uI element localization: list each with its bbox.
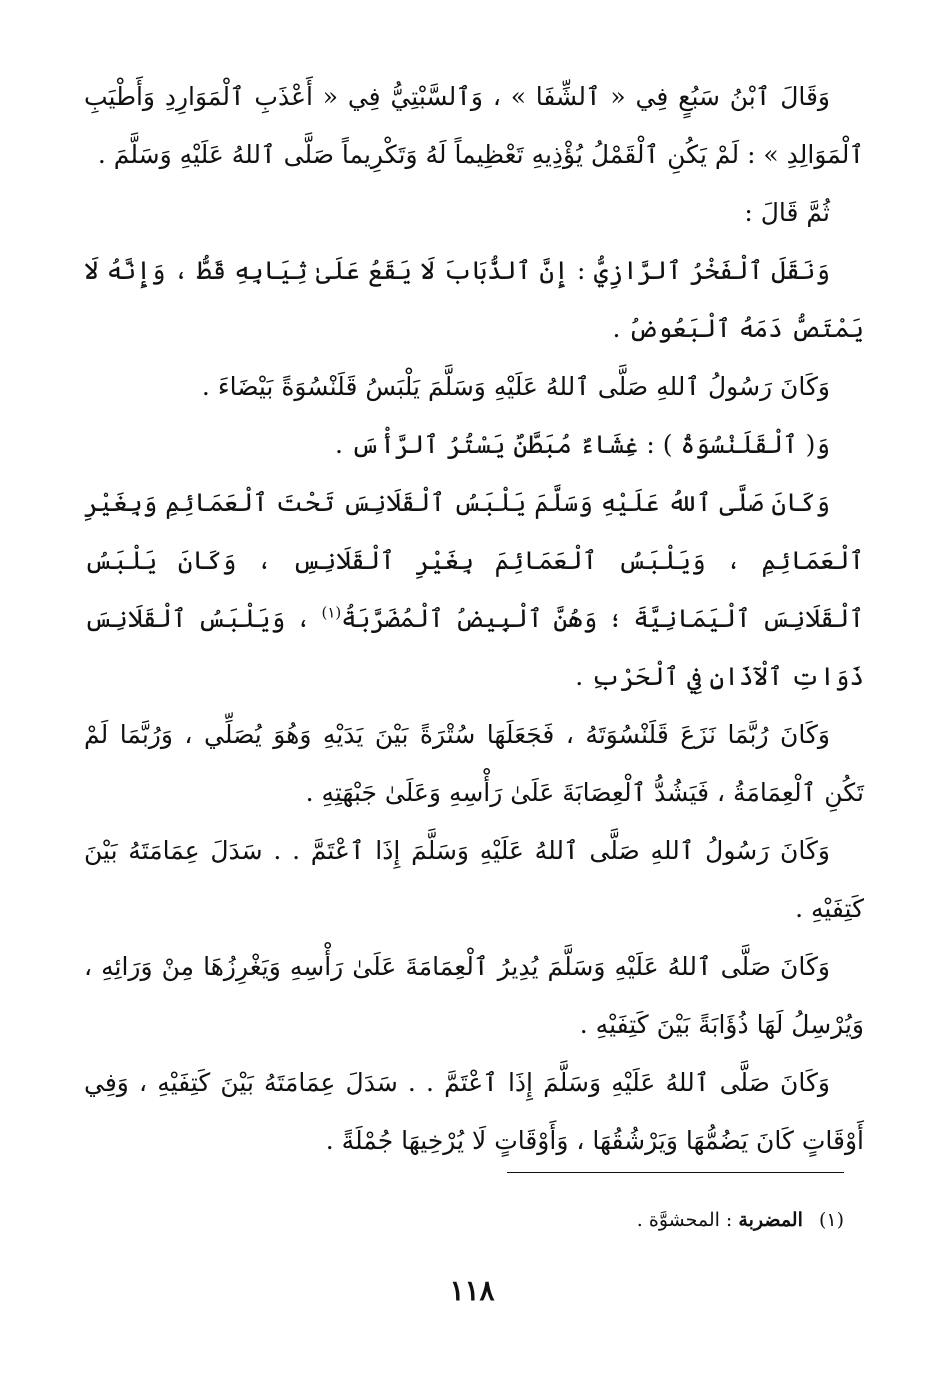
paragraph-qalanis-and-turbans bbox=[84, 474, 864, 706]
paragraph-yudir-imama: وَكَانَ صَلَّى ٱللهُ عَلَيْهِ وَسَلَّمَ يُدِيرُ ٱلْعِمَامَةَ عَلَىٰ رَأْسِهِ وَيَغْرِزُهَا مِنْ وَرَائِهِ ، وَيُرْسِلُ لَهَا ذُؤَابَةً بَيْنَ كَتِفَيْهِ . bbox=[84, 952, 864, 1039]
paragraph-thumma-qala: ثُمَّ قَالَ : bbox=[744, 198, 830, 227]
paragraph-fakhr-razi: وَنَقَلَ ٱلْفَخْرُ ٱلرَّازِيُّ : إِنَّ ٱلذُّبَابَ لَا يَقَعُ عَلَىٰ ثِيَابِهِ قَطُّ ، وَإِنَّهُ لَا يَمْتَصُّ دَمَهُ ٱلْبَعُوضُ . bbox=[84, 256, 864, 343]
page-number: ١١٨ bbox=[449, 1274, 495, 1307]
paragraph-awqat: وَكَانَ صَلَّى ٱللهُ عَلَيْهِ وَسَلَّمَ إِذَا ٱعْتَمَّ . . سَدَلَ عِمَامَتَهُ بَيْنَ كَتِفَيْهِ ، وَفِي أَوْقَاتٍ كَانَ يَضُمُّهَا وَيَرْشُقُهَا ، وَأَوْقَاتٍ لَا يُرْخِيهَا جُمْلَةً . bbox=[84, 1068, 864, 1155]
paragraph-sadal-imama: وَكَانَ رَسُولُ ٱللهِ صَلَّى ٱللهُ عَلَيْهِ وَسَلَّمَ إِذَا ٱعْتَمَّ . . سَدَلَ عِمَامَتَهُ بَيْنَ كَتِفَيْهِ . bbox=[84, 836, 864, 923]
footnote-marker: (١) bbox=[321, 603, 342, 622]
paragraph-white-cap: وَكَانَ رَسُولُ ٱللهِ صَلَّى ٱللهُ عَلَيْهِ وَسَلَّمَ يَلْبَسُ قَلَنْسُوَةً بَيْضَاءَ . bbox=[201, 372, 830, 401]
paragraph-sutra: وَكَانَ رُبَّمَا نَزَعَ قَلَنْسُوَتَهُ ، فَجَعَلَهَا سُتْرَةً بَيْنَ يَدَيْهِ وَهُوَ يُصَلِّي ، وَرُبَّمَا لَمْ تَكُنِ ٱلْعِمَامَةُ ، فَيَشُدُّ ٱلْعِصَابَةَ عَلَىٰ رَأْسِهِ وَعَلَىٰ جَبْهَتِهِ . bbox=[84, 720, 864, 807]
footnote-text: : المحشوَّة . bbox=[636, 1209, 733, 1231]
footnote-term: المضربة bbox=[738, 1209, 803, 1231]
paragraph-qalanis-tail: ، وَيَلْبَسُ ٱلْقَلَانِسَ ذَوَاتِ ٱلْآذَانِ فِي ٱلْحَرْبِ . bbox=[84, 604, 864, 691]
paragraph-ibn-saba: وَقَالَ ٱبْنُ سَبُعٍ فِي « ٱلشِّفَا » ، وَٱلسَّبْتِيُّ فِي « أَعْذَبِ ٱلْمَوَارِدِ وَأَطْيَبِ ٱلْمَوَالِدِ » : لَمْ يَكُنِ ٱلْقَمْلُ يُؤْذِيهِ تَعْظِيماً لَهُ وَتَكْرِيماً صَلَّى ٱللهُ عَلَيْهِ وَسَلَّمَ . bbox=[84, 82, 864, 169]
footnote bbox=[637, 1205, 844, 1235]
footnote-separator bbox=[507, 1172, 844, 1173]
main-text bbox=[84, 68, 864, 1170]
footnote-number: (١) bbox=[818, 1209, 844, 1231]
paragraph-qalanis-text: وَكَانَ صَلَّى ٱللهُ عَلَيْهِ وَسَلَّمَ يَلْبَسُ ٱلْقَلَانِسَ تَحْتَ ٱلْعَمَائِمِ وَبِغَيْرِ ٱلْعَمَائِمِ ، وَيَلْبَسُ ٱلْعَمَائِمَ بِغَيْرِ ٱلْقَلَانِسِ ، وَكَانَ يَلْبَسُ ٱلْقَلَانِسَ ٱلْيَمَانِيَّةَ ؛ وَهُنَّ ٱلْبِيضُ ٱلْمُضَرَّبَةُ bbox=[84, 488, 864, 633]
paragraph-qalansuwa-definition: وَ( ٱلْقَلَنْسُوَةُ ) : غِشَاءٌ مُبَطَّنٌ يَسْتُرُ ٱلرَّأْسَ . bbox=[335, 430, 830, 459]
